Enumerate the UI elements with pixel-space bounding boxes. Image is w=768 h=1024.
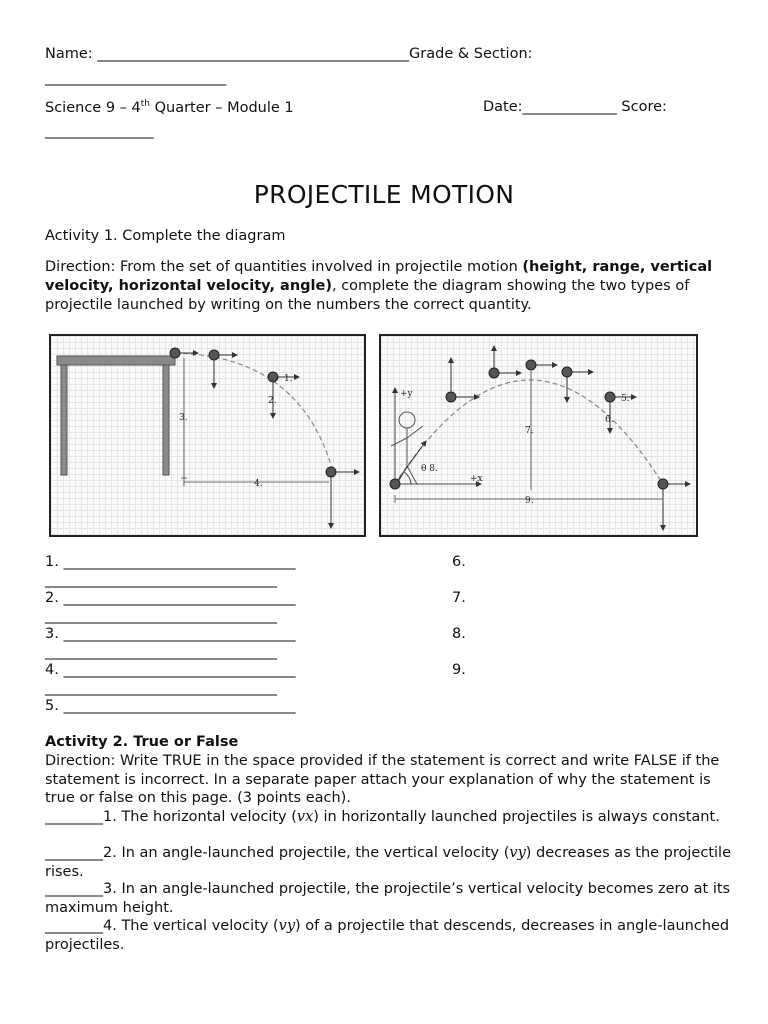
answer-line[interactable]: ________________________________ <box>63 626 296 642</box>
label-plus-x: +x <box>470 474 483 484</box>
activity1-direction-pre: Direction: From the set of quantities involved in projectile motion <box>45 259 523 275</box>
answer-number: 1. <box>45 554 59 570</box>
subject-line <box>45 99 294 116</box>
subject-post: Quarter – Module 1 <box>149 99 294 116</box>
activity1-direction-bold: (height, range, vertical velocity, horizontal velocity, angle) <box>45 259 713 294</box>
label-6: 6. <box>605 415 614 425</box>
statement-text: ) decreases as the projectile rises. <box>45 845 731 880</box>
statement-text: ) of a projectile that descends, decreases in angle-launched projectiles. <box>45 918 730 953</box>
table-leg <box>61 365 67 475</box>
angle-projectile-diagram <box>379 334 698 537</box>
answer-number: 5. <box>45 698 59 714</box>
ball <box>268 372 278 382</box>
answer-item <box>45 625 295 661</box>
label-9: 9. <box>525 496 534 506</box>
answer-line[interactable]: ________________________________ <box>63 590 296 606</box>
statement-3 <box>45 880 735 917</box>
answer-line-cont[interactable]: ________________________________ <box>45 644 277 660</box>
statement-variable: vy <box>509 845 526 861</box>
name-label: Name: ___________________________________________ <box>45 46 410 62</box>
activity1-heading: Activity 1. Complete the diagram <box>45 228 286 244</box>
score-line: _______________ <box>45 123 154 139</box>
answer-item <box>45 553 295 589</box>
answer-number-right: 7. <box>452 590 466 606</box>
label-7: 7. <box>525 426 534 436</box>
label-5: 5. <box>621 394 630 404</box>
statement-variable: vx <box>296 809 314 825</box>
statement-text: ) in horizontally launched projectiles is always constant. <box>313 809 720 825</box>
answer-item <box>45 661 295 697</box>
statement-text: 2. In an angle-launched projectile, the vertical velocity ( <box>103 845 510 861</box>
answer-blank[interactable]: ________ <box>45 809 103 825</box>
ball <box>326 467 336 477</box>
activity2-direction: Direction: Write TRUE in the space provided if the statement is correct and write FALSE if the statement is incorrect. In a separate paper attach your explanation of why the statement is true or false on this page. (3 points each). <box>45 753 720 806</box>
answer-number-right: 6. <box>452 554 466 570</box>
table-top <box>57 356 175 365</box>
angle-projectile-svg <box>381 336 696 535</box>
answer-list-left <box>45 553 295 717</box>
answer-item <box>45 589 295 625</box>
answer-item <box>45 697 295 717</box>
activity2-heading: Activity 2. True or False <box>45 734 239 750</box>
statement-4 <box>45 917 735 954</box>
ball <box>489 368 499 378</box>
label-4: 4. <box>254 479 263 489</box>
label-8: θ 8. <box>421 464 438 474</box>
stick-figure-leg <box>407 466 417 484</box>
statement-variable: vy <box>278 918 296 934</box>
subject-sup: th <box>140 99 150 109</box>
statement-text: 1. The horizontal velocity ( <box>103 809 297 825</box>
ball <box>605 392 615 402</box>
ball <box>170 348 180 358</box>
activity1-direction <box>45 258 735 315</box>
answer-blank[interactable]: ________ <box>45 918 103 934</box>
grade-section-line: _________________________ <box>45 70 227 86</box>
answer-blank[interactable]: ________ <box>45 845 103 861</box>
ball <box>446 392 456 402</box>
answer-line-cont[interactable]: ________________________________ <box>45 572 277 588</box>
answer-line-cont[interactable]: ________________________________ <box>45 680 277 696</box>
label-3: 3. <box>179 413 188 423</box>
answer-number-right: 9. <box>452 662 466 678</box>
statement-2 <box>45 844 735 881</box>
ball <box>209 350 219 360</box>
answer-list-right <box>452 553 466 697</box>
page-title: PROJECTILE MOTION <box>253 180 515 209</box>
stick-figure-head <box>399 412 415 428</box>
horizontal-projectile-diagram <box>49 334 366 537</box>
grade-section-label: Grade & Section: <box>409 46 533 62</box>
answer-blank[interactable]: ________ <box>45 881 103 897</box>
horizontal-projectile-svg <box>51 336 364 535</box>
date-score: Date:_____________ Score: <box>483 99 667 115</box>
name-field <box>45 46 533 62</box>
ball <box>658 479 668 489</box>
label-1: 1. <box>284 374 293 384</box>
ball <box>390 479 400 489</box>
statement-1 <box>45 808 735 827</box>
ball <box>526 360 536 370</box>
answer-line[interactable]: ________________________________ <box>63 662 296 678</box>
table-leg <box>163 365 169 475</box>
stick-figure-arm <box>391 438 407 446</box>
activity1-direction-post: , complete the diagram showing the two types of projectile launched by writing on the numbers the correct quantity. <box>45 278 690 313</box>
answer-line-cont[interactable]: ________________________________ <box>45 608 277 624</box>
launch-velocity-arrow <box>395 441 426 484</box>
statement-text: 3. In an angle-launched projectile, the projectile’s vertical velocity becomes zero at its maximum height. <box>45 881 731 916</box>
angle-arc <box>404 472 411 484</box>
label-plus-y: +y <box>400 389 413 399</box>
ball <box>562 367 572 377</box>
answer-number: 3. <box>45 626 59 642</box>
label-2: 2. <box>268 396 277 406</box>
trajectory-path <box>175 353 333 472</box>
statement-text: 4. The vertical velocity ( <box>103 918 279 934</box>
answer-line[interactable]: ________________________________ <box>63 554 296 570</box>
answer-number: 4. <box>45 662 59 678</box>
answer-line[interactable]: ________________________________ <box>63 698 296 714</box>
subject-pre: Science 9 – 4 <box>45 99 141 116</box>
answer-number-right: 8. <box>452 626 466 642</box>
answer-number: 2. <box>45 590 59 606</box>
